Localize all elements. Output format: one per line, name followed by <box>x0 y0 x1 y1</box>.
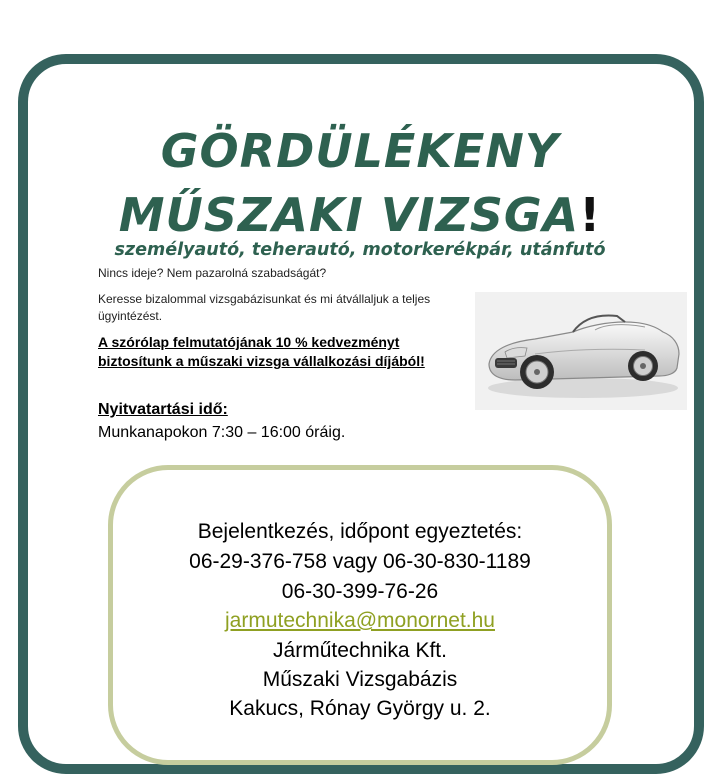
opening-hours-label: Nyitvatartási idő: <box>98 401 228 418</box>
company-name: Járműtechnika Kft. <box>273 639 447 662</box>
discount-offer <box>98 333 425 371</box>
title-line-1: GÖRDÜLÉKENY <box>160 124 560 178</box>
intro-text: Nincs ideje? Nem pazarolná szabadságát? <box>98 266 327 280</box>
opening-hours-value: Munkanapokon 7:30 – 16:00 óráig. <box>98 424 346 441</box>
address: Kakucs, Rónay György u. 2. <box>229 697 491 720</box>
email-link[interactable]: jarmutechnika@monornet.hu <box>225 609 495 632</box>
discount-offer-line-1: A szórólap felmutatójának 10 % kedvezményt <box>98 334 400 350</box>
trust-text-line-1: Keresse bizalommal vizsgabázisunkat és mi átvállaljuk a teljes <box>98 292 431 306</box>
contact-heading: Bejelentkezés, időpont egyeztetés: <box>197 520 523 543</box>
facility-name: Műszaki Vizsgabázis <box>262 668 458 691</box>
discount-offer-line-2: biztosítunk a műszaki vizsga vállalkozási díjából! <box>98 353 425 369</box>
title-line-2: MŰSZAKI VIZSGA! <box>118 188 602 242</box>
car-illustration <box>475 292 687 410</box>
trust-text-line-2: ügyintézést. <box>98 309 163 323</box>
convertible-car-icon <box>475 292 687 410</box>
title-exclamation: ! <box>579 188 602 242</box>
phone-line-2: 06-30-399-76-26 <box>281 580 439 603</box>
phone-line-1: 06-29-376-758 vagy 06-30-830-1189 <box>189 550 531 573</box>
vehicle-types-subtitle: személyautó, teherautó, motorkerékpár, utánfutó <box>114 240 606 260</box>
